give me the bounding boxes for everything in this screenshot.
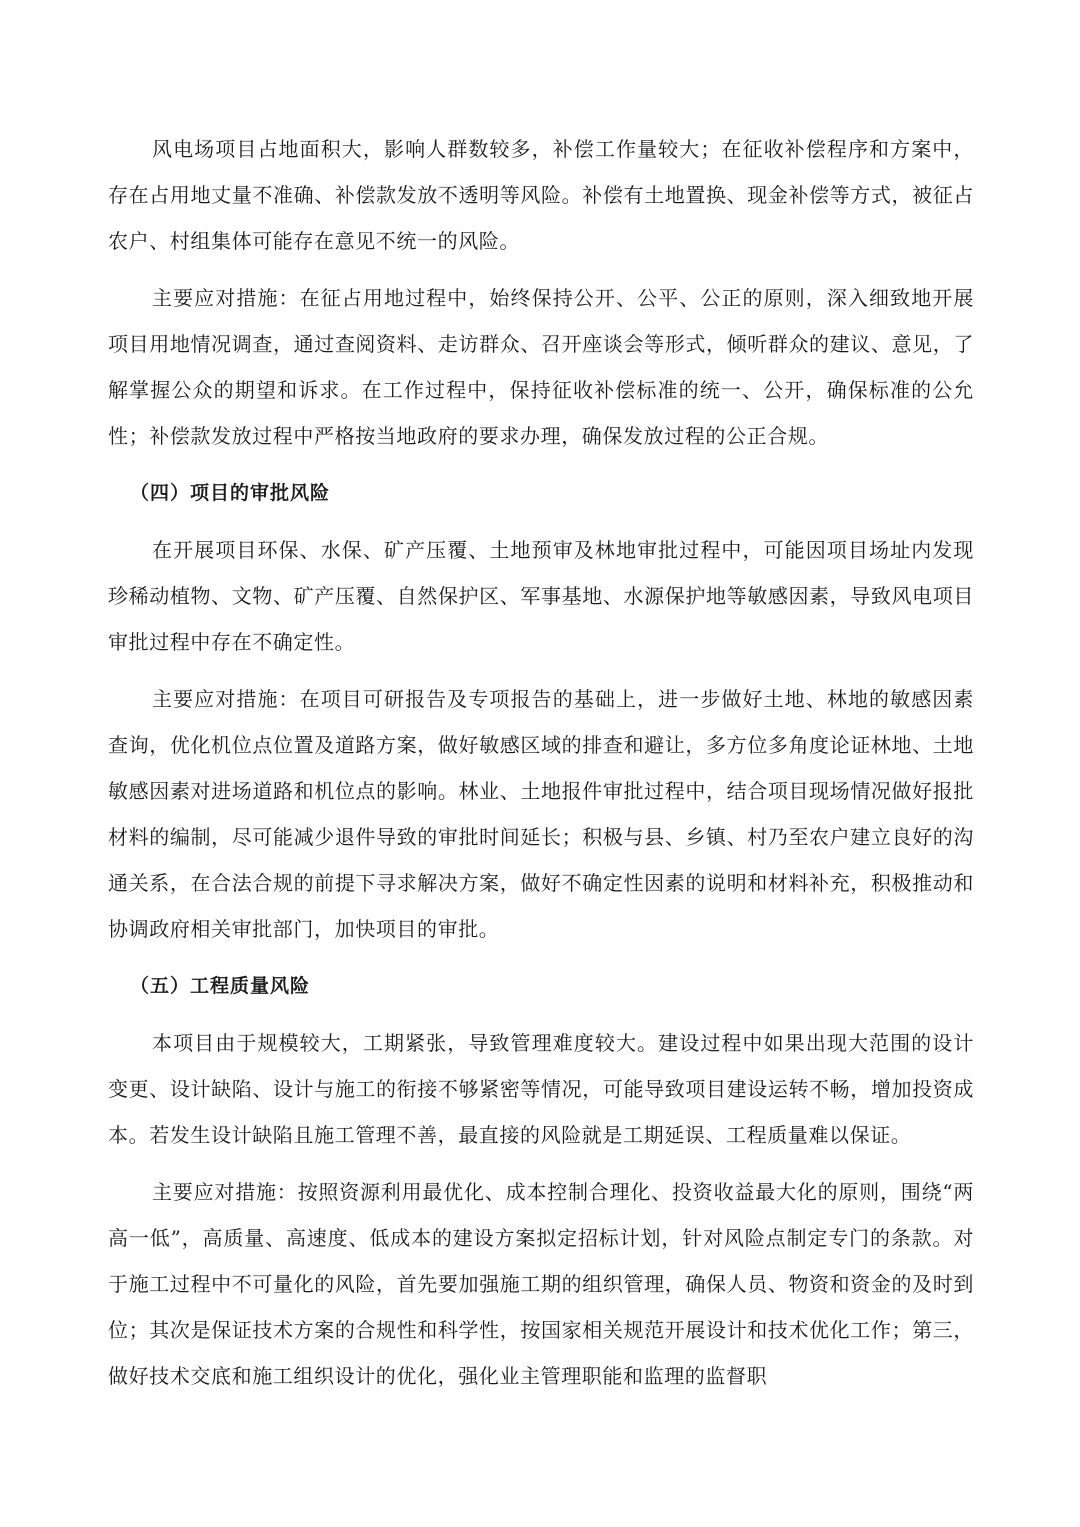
- document-body: [108, 126, 974, 1410]
- paragraph-approval-measures: 主要应对措施：在项目可研报告及专项报告的基础上，进一步做好土地、林地的敏感因素查询，优化机位点位置及道路方案，做好敏感区域的排查和避让，多方位多角度论证林地、土地敏感因素对进场道路和机位点的影响。林业、土地报件审批过程中，结合项目现场情况做好报批材料的编制，尽可能减少退件导致的审批时间延长；积极与县、乡镇、村乃至农户建立良好的沟通关系，在合法合规的前提下寻求解决方案，做好不确定性因素的说明和材料补充，积极推动和协调政府相关审批部门，加快项目的审批。: [108, 687, 974, 941]
- paragraph-land-compensation: 风电场项目占地面积大，影响人群数较多，补偿工作量较大；在征收补偿程序和方案中，存在占用地丈量不准确、补偿款发放不透明等风险。补偿有土地置换、现金补偿等方式，被征占农户、村组集体可能存在意见不统一的风险。: [108, 137, 974, 253]
- section-heading-approval-risk: （四）项目的审批风险: [130, 482, 331, 504]
- paragraph-quality-risk: 本项目由于规模较大，工期紧张，导致管理难度较大。建设过程中如果出现大范围的设计变更、设计缺陷、设计与施工的衔接不够紧密等情况，可能导致项目建设运转不畅，增加投资成本。若发生设计缺陷且施工管理不善，最直接的风险就是工期延误、工程质量难以保证。: [108, 1031, 974, 1147]
- paragraph-approval-risk: 在开展项目环保、水保、矿产压覆、土地预审及林地审批过程中，可能因项目场址内发现珍稀动植物、文物、矿产压覆、自然保护区、军事基地、水源保护地等敏感因素，导致风电项目审批过程中存在不确定性。: [108, 538, 974, 654]
- paragraph-quality-measures: 主要应对措施：按照资源利用最优化、成本控制合理化、投资收益最大化的原则，围绕“两高一低”，高质量、高速度、低成本的建设方案拟定招标计划，针对风险点制定专门的条款。对于施工过程中不可量化的风险，首先要加强施工期的组织管理，确保人员、物资和资金的及时到位；其次是保证技术方案的合规性和科学性，按国家相关规范开展设计和技术优化工作；第三，做好技术交底和施工组织设计的优化，强化业主管理职能和监理的监督职: [108, 1180, 974, 1388]
- paragraph-land-measures: 主要应对措施：在征占用地过程中，始终保持公开、公平、公正的原则，深入细致地开展项目用地情况调查，通过查阅资料、走访群众、召开座谈会等形式，倾听群众的建议、意见，了解掌握公众的期望和诉求。在工作过程中，保持征收补偿标准的统一、公开，确保标准的公允性；补偿款发放过程中严格按当地政府的要求办理，确保发放过程的公正合规。: [108, 286, 974, 448]
- section-heading-quality-risk: （五）工程质量风险: [130, 975, 311, 997]
